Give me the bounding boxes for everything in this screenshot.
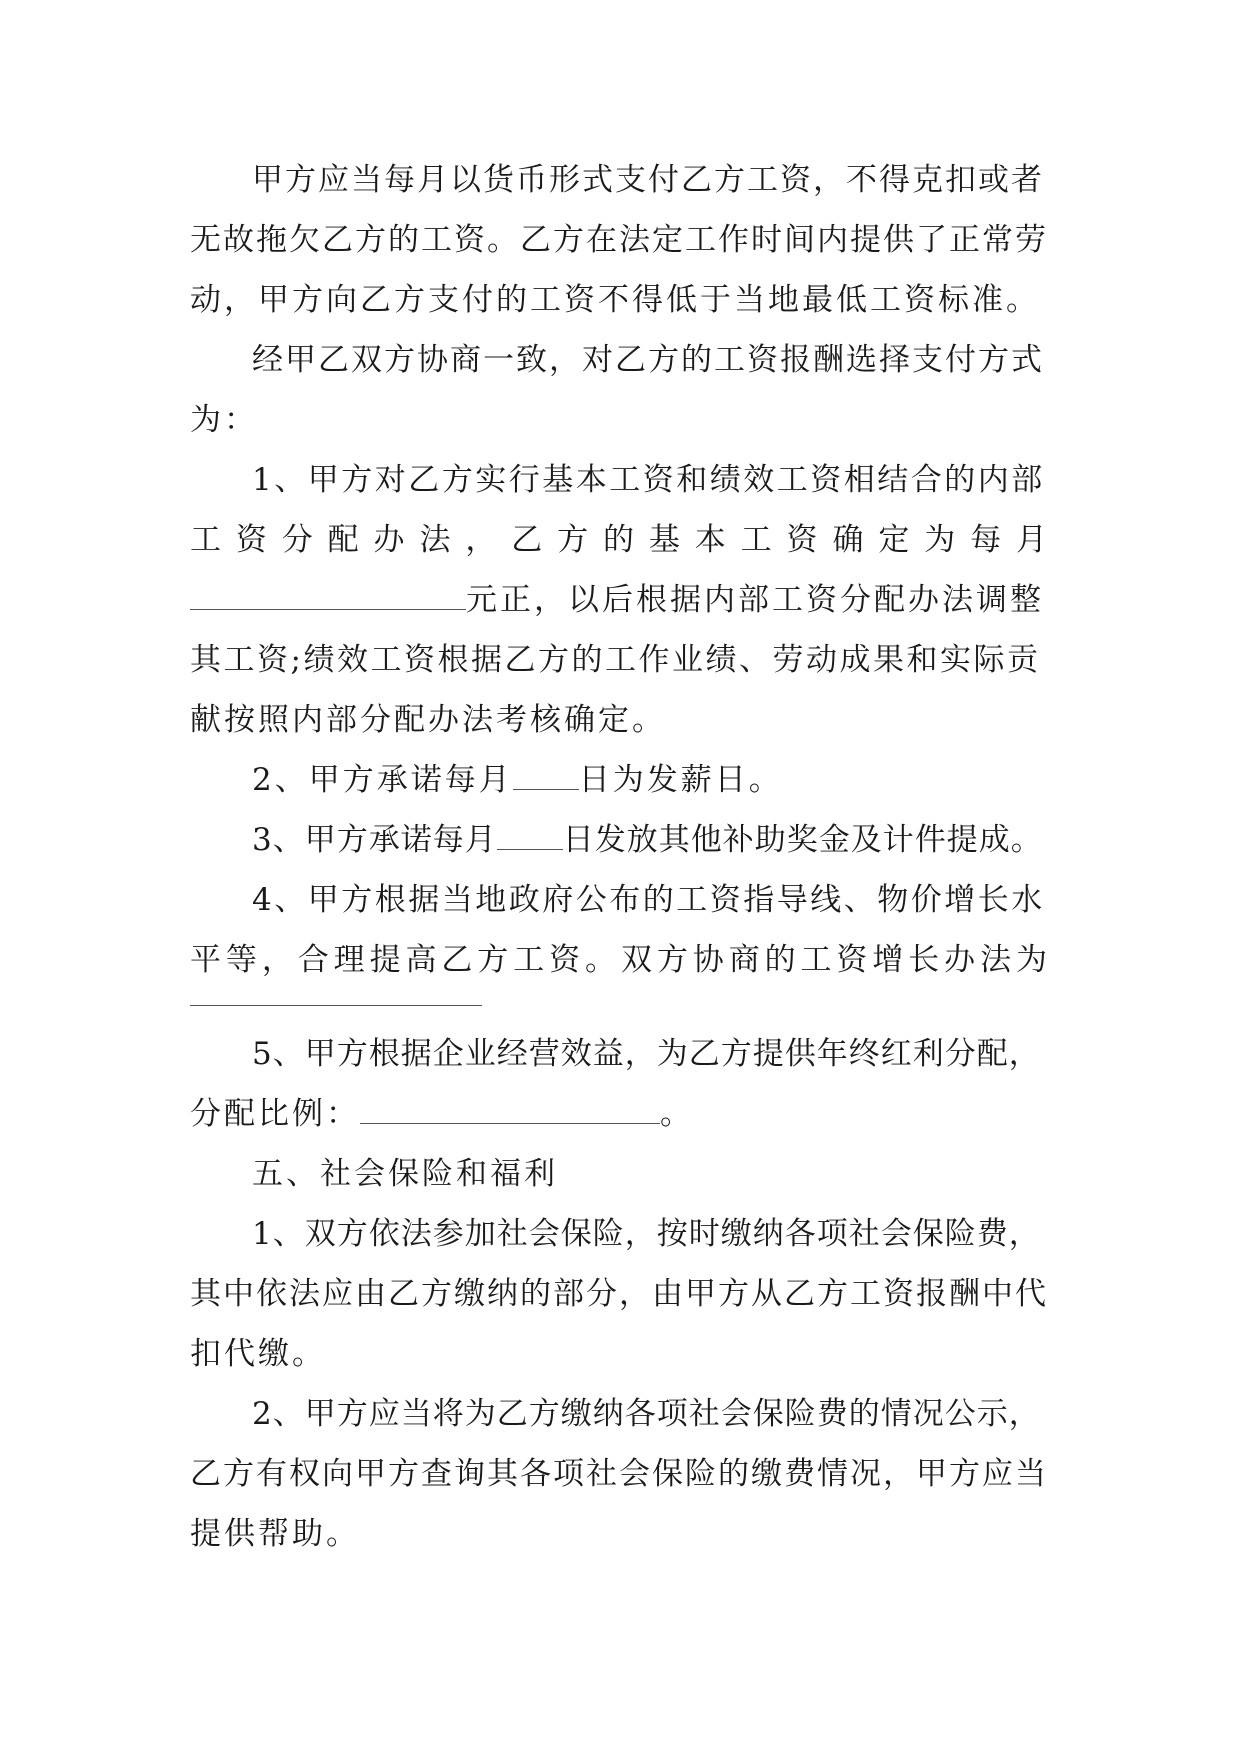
paragraph-line: 无故拖欠乙方的工资。乙方在法定工作时间内提供了正常劳 xyxy=(190,222,1048,258)
paragraph-line: 元正，以后根据内部工资分配办法调整 xyxy=(190,580,1050,620)
paragraph-line: 提供帮助。 xyxy=(190,1516,360,1552)
paragraph-line: 为： xyxy=(190,402,258,438)
paragraph-line: 5、甲方根据企业经营效益，为乙方提供年终红利分配， xyxy=(252,1036,1041,1072)
section-heading: 五、社会保险和福利 xyxy=(252,1156,558,1192)
paragraph-line: 献按照内部分配办法考核确定。 xyxy=(190,702,666,738)
paragraph-line: 乙方有权向甲方查询其各项社会保险的缴费情况，甲方应当 xyxy=(190,1456,1048,1492)
fill-in-blank xyxy=(513,763,579,790)
paragraph-line: 1、甲方对乙方实行基本工资和绩效工资相结合的内部 xyxy=(252,462,1045,498)
paragraph-line: 扣代缴。 xyxy=(190,1336,326,1372)
paragraph-line: 工资分配办法，乙方的基本工资确定为每月 xyxy=(190,522,1050,558)
fill-in-blank xyxy=(190,1005,482,1006)
fill-in-blank xyxy=(497,823,563,850)
paragraph-line: 2、甲方应当将为乙方缴纳各项社会保险费的情况公示， xyxy=(252,1396,1041,1432)
paragraph-line: 3、甲方承诺每月 日发放其他补助奖金及计件提成。 xyxy=(252,822,1043,858)
paragraph-line: 1、双方依法参加社会保险，按时缴纳各项社会保险费， xyxy=(252,1216,1041,1252)
paragraph-line: 4、甲方根据当地政府公布的工资指导线、物价增长水 xyxy=(252,882,1045,918)
fill-in-blank xyxy=(190,583,466,610)
fill-in-blank xyxy=(360,1097,660,1124)
paragraph-line: 平等，合理提高乙方工资。双方协商的工资增长办法为 xyxy=(190,942,1050,978)
paragraph-line: 经甲乙双方协商一致，对乙方的工资报酬选择支付方式 xyxy=(252,342,1044,378)
paragraph-line: 其工资;绩效工资根据乙方的工作业绩、劳动成果和实际贡 xyxy=(190,642,1041,678)
paragraph-line: 2、甲方承诺每月 日为发薪日。 xyxy=(252,762,783,798)
paragraph-line: 动，甲方向乙方支付的工资不得低于当地最低工资标准。 xyxy=(190,282,1040,318)
paragraph-line: 其中依法应由乙方缴纳的部分，由甲方从乙方工资报酬中代 xyxy=(190,1276,1048,1312)
paragraph-line: 甲方应当每月以货币形式支付乙方工资，不得克扣或者 xyxy=(252,162,1044,198)
paragraph-line: 分配比例： 。 xyxy=(190,1096,694,1132)
